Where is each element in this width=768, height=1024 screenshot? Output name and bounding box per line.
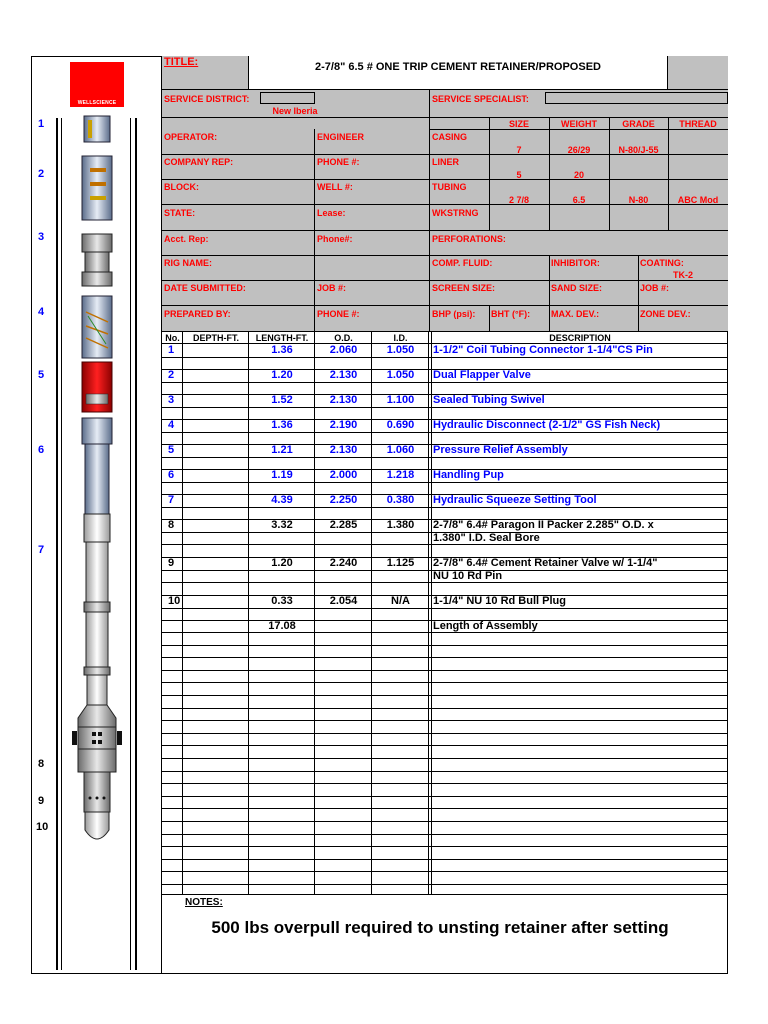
row-description: Pressure Relief Assembly: [433, 444, 568, 456]
info-col-rule: [549, 305, 550, 331]
stage-label-9: 9: [38, 795, 45, 807]
max-dev-label: MAX. DEV.:: [551, 309, 600, 319]
info-rule: [162, 305, 728, 306]
row-od: 2.240: [329, 557, 358, 569]
row-number: 6: [168, 469, 175, 481]
stage-label-7: 7: [38, 544, 45, 556]
tubing-size: 2 7/8: [508, 195, 530, 205]
stage-label-5: 5: [38, 369, 45, 381]
row-description: Dual Flapper Valve: [433, 369, 531, 381]
date-submitted-label: DATE SUBMITTED:: [164, 283, 246, 293]
row-id: 0.380: [386, 494, 415, 506]
col-header-id: I.D.: [393, 333, 408, 343]
job2-label: JOB #:: [640, 283, 670, 293]
total-length: 17.08: [268, 620, 296, 632]
col-header-depth: DEPTH-FT.: [193, 333, 239, 343]
row-number: 5: [168, 444, 175, 456]
service-specialist-box: [545, 92, 728, 104]
info-col-rule: [609, 117, 610, 230]
row-length: 1.19: [271, 469, 293, 481]
row-od: 2.054: [329, 595, 358, 607]
row-length: 1.36: [271, 419, 293, 431]
well-label: WELL #:: [317, 182, 353, 192]
stage-label-3: 3: [38, 231, 45, 243]
job-label: JOB #:: [317, 283, 347, 293]
screen-size-label: SCREEN SIZE:: [432, 283, 496, 293]
stage-label-10: 10: [36, 821, 49, 833]
row-od: 2.060: [329, 344, 358, 356]
engineer-label: ENGINEER: [317, 132, 365, 142]
row-number: 2: [168, 369, 175, 381]
row-id: 0.690: [386, 419, 415, 431]
casing-line-right-inner: [130, 118, 131, 970]
info-col-rule: [638, 255, 639, 305]
row-description: 2-7/8" 6.4# Cement Retainer Valve w/ 1-1/4": [433, 557, 658, 569]
row-od: 2.130: [329, 444, 358, 456]
row-od: 2.250: [329, 494, 358, 506]
row-od: 2.130: [329, 394, 358, 406]
row-od: 2.190: [329, 419, 358, 431]
component-table: [162, 331, 728, 895]
notes-text: 500 lbs overpull required to unsting retainer after setting: [211, 918, 669, 937]
liner-weight: 20: [573, 170, 584, 180]
info-col-rule: [314, 129, 315, 331]
stage-label-8: 8: [38, 758, 45, 770]
tubing-label: TUBING: [432, 182, 467, 192]
casing-grade: N-80/J-55: [618, 145, 659, 155]
casing-line-left-outer: [56, 118, 58, 970]
info-rule: [162, 280, 728, 281]
row-description: 1-1/4" NU 10 Rd Bull Plug: [433, 595, 566, 607]
row-length: 1.21: [271, 444, 293, 456]
total-description: Length of Assembly: [433, 620, 538, 632]
row-description-continued: NU 10 Rd Pin: [433, 570, 503, 582]
row-length: 3.32: [271, 519, 293, 531]
phone-label: PHONE #:: [317, 157, 360, 167]
coating-label: COATING:: [640, 258, 684, 268]
perforations-label: PERFORATIONS:: [432, 234, 506, 244]
state-label: STATE:: [164, 208, 196, 218]
col-thread: THREAD: [679, 119, 717, 129]
service-district-box: [260, 92, 315, 104]
logo-text: WELLSCIENCE: [77, 100, 117, 106]
tubing-thread: ABC Mod: [677, 195, 719, 205]
info-rule: [162, 117, 728, 118]
bht-label: BHT (°F):: [491, 309, 531, 319]
phone3-label: PHONE #:: [317, 309, 360, 319]
row-description: Handling Pup: [433, 469, 504, 481]
col-size: SIZE: [508, 119, 529, 129]
row-id: 1.100: [386, 394, 415, 406]
comp-fluid-label: COMP. FLUID:: [432, 258, 493, 268]
col-header-od: O.D.: [334, 333, 353, 343]
operator-label: OPERATOR:: [164, 132, 218, 142]
liner-size: 5: [516, 170, 522, 180]
block-label: BLOCK:: [164, 182, 199, 192]
info-col-rule: [668, 117, 669, 230]
tool-string-diagram: [70, 112, 125, 852]
casing-size: 7: [516, 145, 522, 155]
acct-rep-label: Acct. Rep:: [164, 234, 209, 244]
info-col-rule: [429, 90, 430, 331]
company-rep-label: COMPANY REP:: [164, 157, 234, 167]
rig-name-label: RIG NAME:: [164, 258, 212, 268]
row-od: 2.130: [329, 369, 358, 381]
sand-size-label: SAND SIZE:: [551, 283, 603, 293]
row-number: 4: [168, 419, 175, 431]
col-header-length: LENGTH-FT.: [255, 333, 309, 343]
stage-label-2: 2: [38, 168, 45, 180]
tubing-weight: 6.5: [572, 195, 586, 205]
row-length: 1.36: [271, 344, 293, 356]
info-col-rule: [638, 305, 639, 331]
bhp-label: BHP (psi):: [432, 309, 476, 319]
row-od: 2.285: [329, 519, 358, 531]
row-description: 2-7/8" 6.4# Paragon II Packer 2.285" O.D. x: [433, 519, 654, 531]
phone2-label: Phone#:: [317, 234, 353, 244]
prepared-by-label: PREPARED BY:: [164, 309, 231, 319]
liner-label: LINER: [432, 157, 459, 167]
stage-label-1: 1: [38, 118, 45, 130]
service-specialist-label: SERVICE SPECIALIST:: [432, 94, 529, 104]
row-number: 7: [168, 494, 175, 506]
info-rule: [429, 129, 728, 130]
lease-label: Lease:: [317, 208, 346, 218]
row-length: 1.52: [271, 394, 293, 406]
row-number: 3: [168, 394, 175, 406]
row-length: 1.20: [271, 557, 293, 569]
notes-label: NOTES:: [185, 897, 223, 908]
row-id: 1.050: [386, 369, 415, 381]
row-description: Hydraulic Squeeze Setting Tool: [433, 494, 597, 506]
row-od: 2.000: [329, 469, 358, 481]
casing-line-left-inner: [61, 118, 62, 970]
row-id: N/A: [391, 595, 410, 607]
casing-label: CASING: [432, 132, 468, 142]
tubing-grade: N-80: [628, 195, 649, 205]
info-col-rule: [489, 305, 490, 331]
info-rule: [162, 255, 728, 256]
row-description: Hydraulic Disconnect (2-1/2" GS Fish Neck): [433, 419, 661, 431]
col-weight: WEIGHT: [561, 119, 597, 129]
coating-value: TK-2: [673, 270, 693, 280]
row-length: 4.39: [271, 494, 293, 506]
row-length: 1.20: [271, 369, 293, 381]
row-number: 9: [168, 557, 175, 569]
inhibitor-label: INHIBITOR:: [551, 258, 600, 268]
row-number: 10: [168, 595, 181, 607]
info-rule: [162, 179, 728, 180]
row-number: 1: [168, 344, 175, 356]
stage-label-6: 6: [38, 444, 45, 456]
document-title: 2-7/8" 6.5 # ONE TRIP CEMENT RETAINER/PROPOSED: [315, 61, 601, 73]
row-id: 1.380: [386, 519, 415, 531]
table-grid: [162, 331, 728, 895]
row-description: 1-1/2" Coil Tubing Connector 1-1/4"CS Pin: [433, 344, 653, 356]
row-number: 8: [168, 519, 175, 531]
title-label: TITLE:: [164, 56, 199, 68]
row-id: 1.050: [386, 344, 415, 356]
row-id: 1.125: [386, 557, 415, 569]
row-id: 1.060: [386, 444, 415, 456]
service-district-label: SERVICE DISTRICT:: [164, 94, 250, 104]
row-id: 1.218: [386, 469, 415, 481]
stage-label-4: 4: [38, 306, 45, 318]
row-description: Sealed Tubing Swivel: [433, 394, 545, 406]
col-header-description: DESCRIPTION: [549, 333, 611, 343]
wkstrng-label: WKSTRNG: [432, 208, 479, 218]
casing-weight: 26/29: [567, 145, 591, 155]
zone-dev-label: ZONE DEV.:: [640, 309, 691, 319]
col-grade: GRADE: [622, 119, 655, 129]
company-logo: [70, 62, 124, 107]
info-rule: [162, 230, 728, 231]
casing-line-right-outer: [135, 118, 137, 970]
row-length: 0.33: [271, 595, 293, 607]
col-header-no: No.: [165, 333, 180, 343]
service-district-value: New Iberia: [272, 106, 318, 116]
info-col-rule: [549, 255, 550, 305]
row-description-continued: 1.380" I.D. Seal Bore: [433, 532, 540, 544]
